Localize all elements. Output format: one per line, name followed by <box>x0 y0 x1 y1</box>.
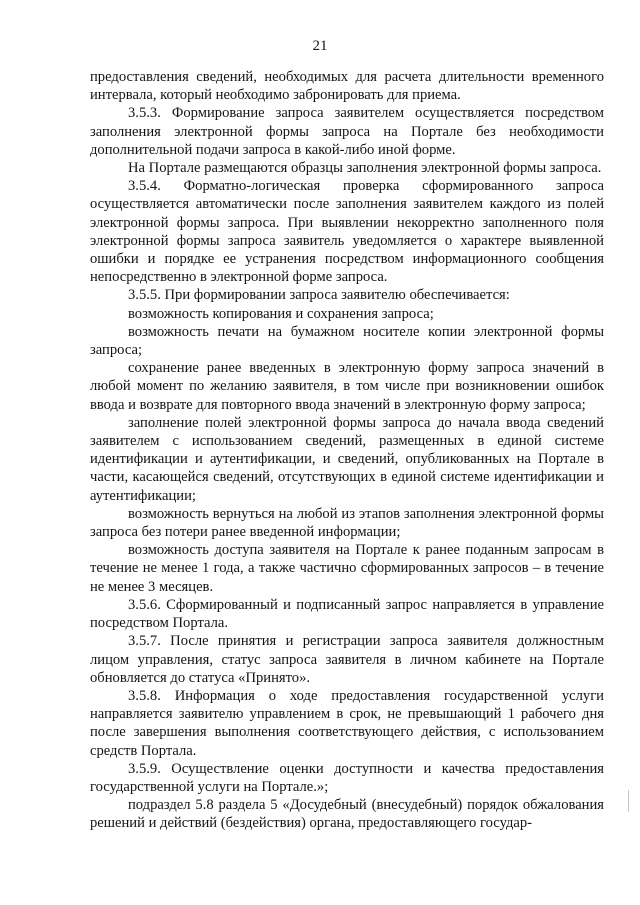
paragraph-samples: На Портале размещаются образцы заполнения электронной формы запроса. <box>128 160 602 177</box>
paragraph-3-5-7: 3.5.7. После принятия и регистрации запроса заявителя должностным лицом управления, статус запроса заявителя в личном кабинете на Портале обновляется до статуса «Принято». <box>90 633 604 686</box>
list-item-fill: заполнение полей электронной формы запроса до начала ввода сведений заявителем с использованием сведений, размещенных в единой системе идентификации и аутентификации, и сведений, опубликованных на Портале в части, касающейся сведений, отсутствующих в единой системе идентификации и аутентификации; <box>90 414 604 504</box>
list-item-print: возможность печати на бумажном носителе копии электронной формы запроса; <box>90 323 604 359</box>
paragraph-3-5-5: 3.5.5. При формировании запроса заявителю обеспечивается: <box>128 287 510 304</box>
paragraph-3-5-9: 3.5.9. Осуществление оценки доступности и качества предоставления государственной услуги на Портале.»; <box>90 760 604 795</box>
paragraph-3-5-3: 3.5.3. Формирование запроса заявителем осуществляется посредством заполнения электронной формы запроса на Портале без необходимости дополнительной подачи запроса в какой-либо иной форме. <box>90 105 604 158</box>
paragraph-3-5-4: 3.5.4. Форматно-логическая проверка сформированного запроса осуществляется автоматически после заполнения заявителем каждого из полей электронной формы запроса. При выявлении некорректно заполненного поля электронной формы запроса заявитель уведомляется о характере выявленной ошибки и порядке ее устранения посредством информационного сообщения непосредственно в электронной форме запроса. <box>90 178 604 286</box>
list-item-return: возможность вернуться на любой из этапов заполнения электронной формы запроса без потери ранее введенной информации; <box>90 505 604 541</box>
list-item-copy: возможность копирования и сохранения запроса; <box>128 305 434 322</box>
paragraph-subsection: подраздел 5.8 раздела 5 «Досудебный (внесудебный) порядок обжалования решений и действий (бездействия) органа, предоставляющего государ- <box>90 797 604 832</box>
paragraph-continuation: предоставления сведений, необходимых для расчета длительности временного интервала, который необходимо забронировать для приема. <box>90 69 604 104</box>
paragraph-3-5-6: 3.5.6. Сформированный и подписанный запрос направляется в управление посредством Портала. <box>90 596 604 632</box>
list-item-save: сохранение ранее введенных в электронную форму запроса значений в любой момент по желанию заявителя, в том числе при возникновении ошибок ввода и возврате для повторного ввода значений в электронную форму запроса; <box>90 360 604 413</box>
page-number: 21 <box>312 38 328 54</box>
scan-margin-mark <box>628 790 629 812</box>
paragraph-3-5-8: 3.5.8. Информация о ходе предоставления государственной услуги направляется заявителю управлением в срок, не превышающий 1 рабочего дня после завершения выполнения соответствующего действия, с использованием средств Портала. <box>90 687 604 759</box>
document-body <box>90 68 604 833</box>
list-item-access: возможность доступа заявителя на Портале к ранее поданным запросам в течение не менее 1 года, а также частично сформированных запросов – в течение не менее 3 месяцев. <box>90 542 604 595</box>
